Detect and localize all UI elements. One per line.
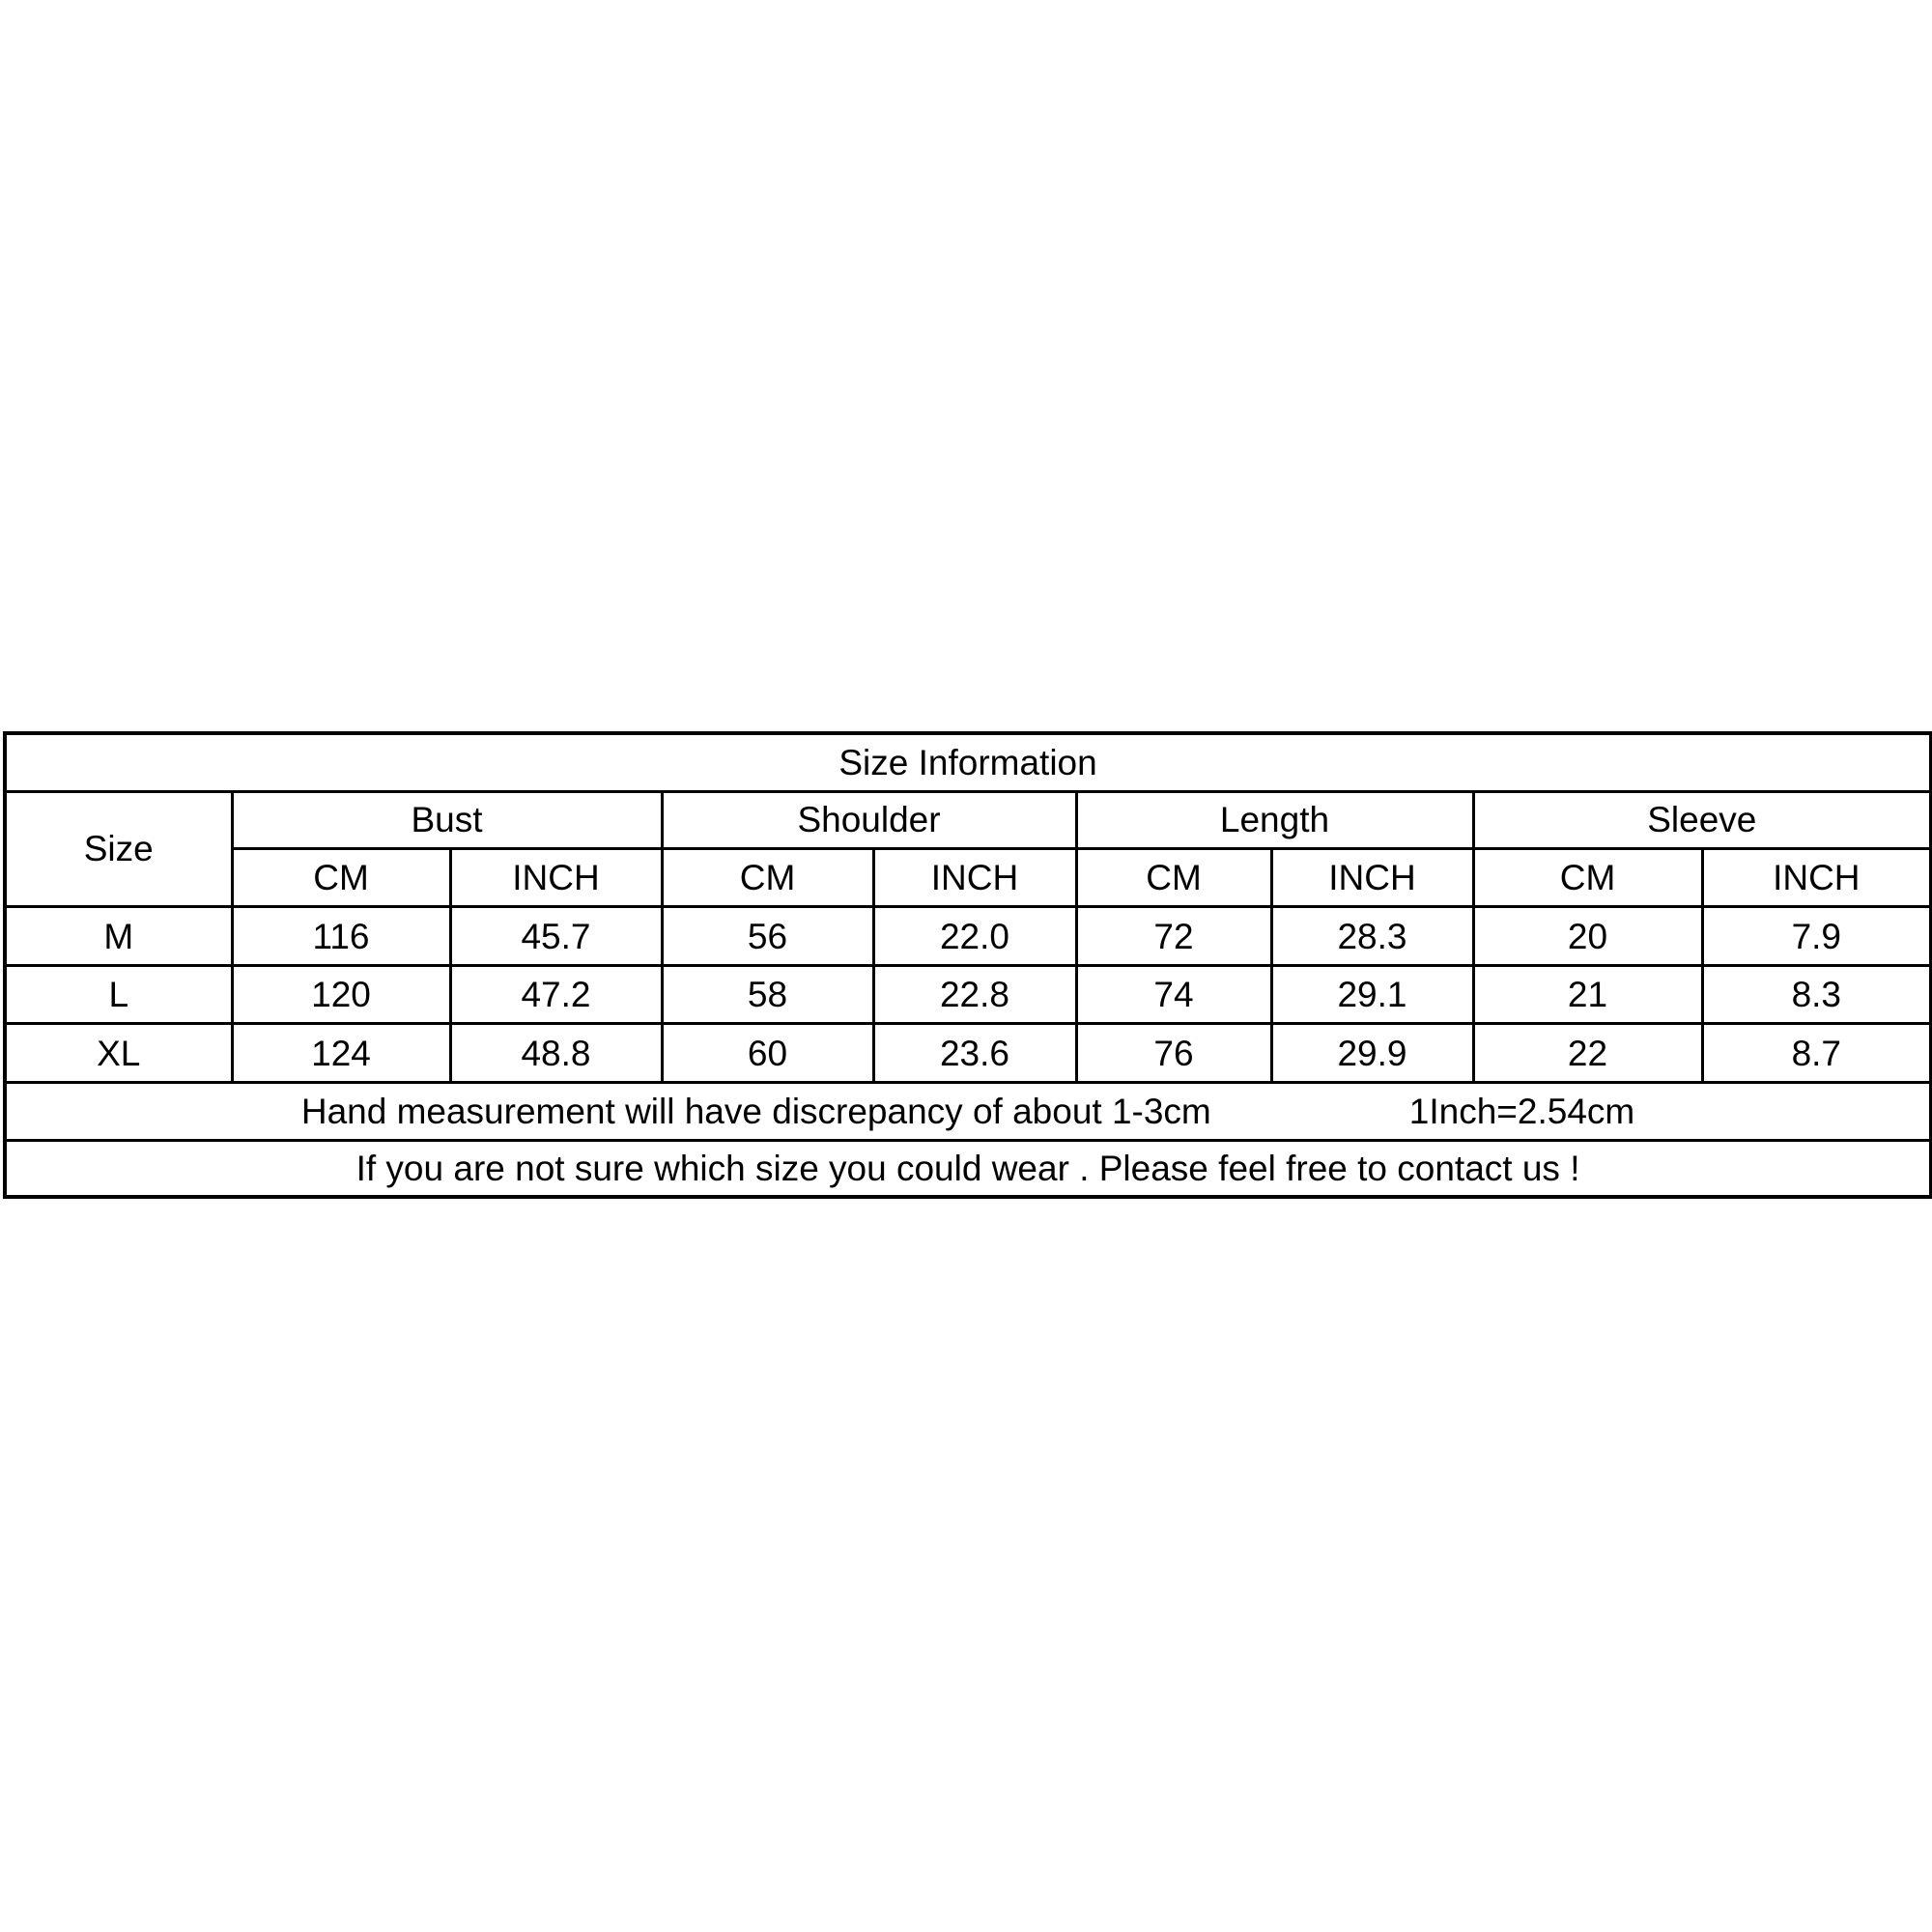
table-cell: 72 bbox=[1076, 907, 1271, 966]
measurement-note-row bbox=[5, 1082, 1931, 1141]
table-cell: 116 bbox=[232, 907, 450, 966]
group-header-length: Length bbox=[1076, 791, 1473, 848]
table-cell: 29.9 bbox=[1271, 1024, 1473, 1083]
table-cell: 22 bbox=[1473, 1024, 1702, 1083]
group-header-bust: Bust bbox=[232, 791, 662, 848]
size-label: L bbox=[5, 965, 232, 1024]
unit-header: CM bbox=[1076, 848, 1271, 907]
unit-header: INCH bbox=[873, 848, 1076, 907]
measurement-note: Hand measurement will have discrepancy of about 1-3cm bbox=[300, 1092, 1211, 1132]
table-cell: 47.2 bbox=[450, 965, 662, 1024]
table-cell: 60 bbox=[662, 1024, 873, 1083]
table-cell: 7.9 bbox=[1702, 907, 1931, 966]
size-information-table bbox=[3, 731, 1932, 1199]
table-cell: 45.7 bbox=[450, 907, 662, 966]
table-cell: 48.8 bbox=[450, 1024, 662, 1083]
table-row bbox=[5, 907, 1931, 966]
unit-header: CM bbox=[232, 848, 450, 907]
table-cell: 21 bbox=[1473, 965, 1702, 1024]
table-cell: 20 bbox=[1473, 907, 1702, 966]
table-cell: 58 bbox=[662, 965, 873, 1024]
table-cell: 22.0 bbox=[873, 907, 1076, 966]
table-cell: 8.7 bbox=[1702, 1024, 1931, 1083]
unit-header: INCH bbox=[1702, 848, 1931, 907]
table-cell: 29.1 bbox=[1271, 965, 1473, 1024]
unit-header: CM bbox=[1473, 848, 1702, 907]
table-cell: 8.3 bbox=[1702, 965, 1931, 1024]
table-cell: 74 bbox=[1076, 965, 1271, 1024]
table-cell: 76 bbox=[1076, 1024, 1271, 1083]
group-header-shoulder: Shoulder bbox=[662, 791, 1076, 848]
unit-header: INCH bbox=[1271, 848, 1473, 907]
table-title: Size Information bbox=[5, 733, 1931, 791]
size-label: XL bbox=[5, 1024, 232, 1083]
table-cell: 28.3 bbox=[1271, 907, 1473, 966]
unit-header: INCH bbox=[450, 848, 662, 907]
table-cell: 23.6 bbox=[873, 1024, 1076, 1083]
table-row bbox=[5, 965, 1931, 1024]
inch-conversion-note: 1Inch=2.54cm bbox=[1408, 1092, 1635, 1132]
group-header-sleeve: Sleeve bbox=[1473, 791, 1931, 848]
size-label: M bbox=[5, 907, 232, 966]
size-column-header: Size bbox=[5, 791, 232, 907]
table-cell: 22.8 bbox=[873, 965, 1076, 1024]
table-cell: 56 bbox=[662, 907, 873, 966]
table-cell: 124 bbox=[232, 1024, 450, 1083]
contact-note: If you are not sure which size you could wear . Please feel free to contact us ! bbox=[5, 1141, 1931, 1197]
table-cell: 120 bbox=[232, 965, 450, 1024]
table-row bbox=[5, 1024, 1931, 1083]
unit-header: CM bbox=[662, 848, 873, 907]
